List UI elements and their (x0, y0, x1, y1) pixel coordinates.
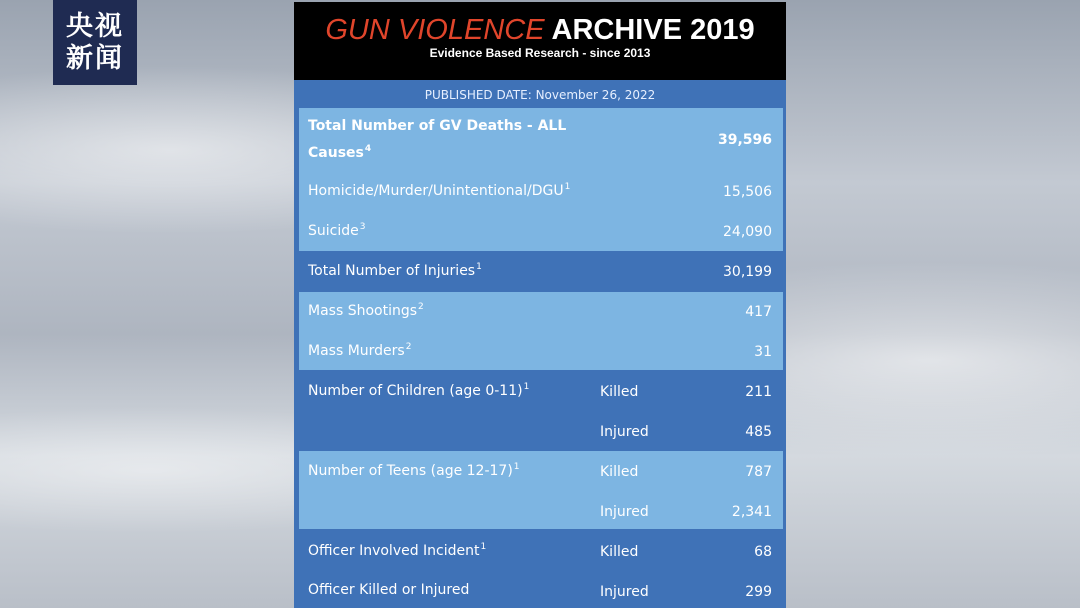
teens-killed-label: Killed (600, 464, 639, 480)
officer-incident-killed-label: Killed (600, 544, 639, 560)
injuries-value: 30,199 (723, 264, 772, 280)
officer-injured-label: Injured (600, 584, 649, 600)
mass-shootings-label: Mass Shootings$^2$ (308, 302, 424, 319)
mass-murders-value: 31 (754, 344, 772, 360)
tagline: Evidence Based Research - since 2013 (429, 46, 651, 60)
channel-logo-line2: 新闻 (66, 42, 124, 74)
title-white-part: ARCHIVE 2019 (544, 14, 755, 46)
channel-logo (53, 0, 137, 85)
title-red-part: GUN VIOLENCE (325, 14, 545, 46)
published-date: PUBLISHED DATE: November 26, 2022 (424, 88, 656, 102)
officer-killed-label: Officer Killed or Injured (308, 582, 470, 598)
officer-injured-value: 299 (745, 584, 772, 600)
statistics-panel (294, 2, 786, 608)
children-killed-label: Killed (600, 384, 639, 400)
total-deaths-value: 39,596 (717, 132, 772, 148)
total-deaths-label-line1: Total Number of GV Deaths - ALL (308, 118, 567, 134)
injuries-label: Total Number of Injuries$^1$ (308, 262, 482, 279)
homicide-label: Homicide/Murder/Unintentional/DGU$^1$ (308, 182, 571, 199)
mass-murders-label: Mass Murders$^2$ (308, 342, 412, 359)
children-injured-value: 485 (745, 424, 772, 440)
mass-shootings-value: 417 (745, 304, 772, 320)
suicide-value: 24,090 (723, 224, 772, 240)
children-injured-label: Injured (600, 424, 649, 440)
teens-injured-value: 2,341 (731, 504, 772, 520)
total-deaths-label-line2: Causes$^4$ (308, 144, 372, 161)
channel-logo-line1: 央视 (66, 10, 124, 42)
teens-injured-label: Injured (600, 504, 649, 520)
children-killed-value: 211 (745, 384, 772, 400)
suicide-label: Suicide$^3$ (308, 222, 366, 239)
officer-incident-value: 68 (754, 544, 772, 560)
officer-incident-label: Officer Involved Incident$^1$ (308, 542, 487, 559)
children-label: Number of Children (age 0-11)$^1$ (308, 382, 530, 399)
header-banner (294, 2, 786, 80)
homicide-value: 15,506 (723, 184, 772, 200)
teens-killed-value: 787 (745, 464, 772, 480)
teens-label: Number of Teens (age 12-17)$^1$ (308, 462, 520, 479)
page-title (294, 14, 786, 47)
